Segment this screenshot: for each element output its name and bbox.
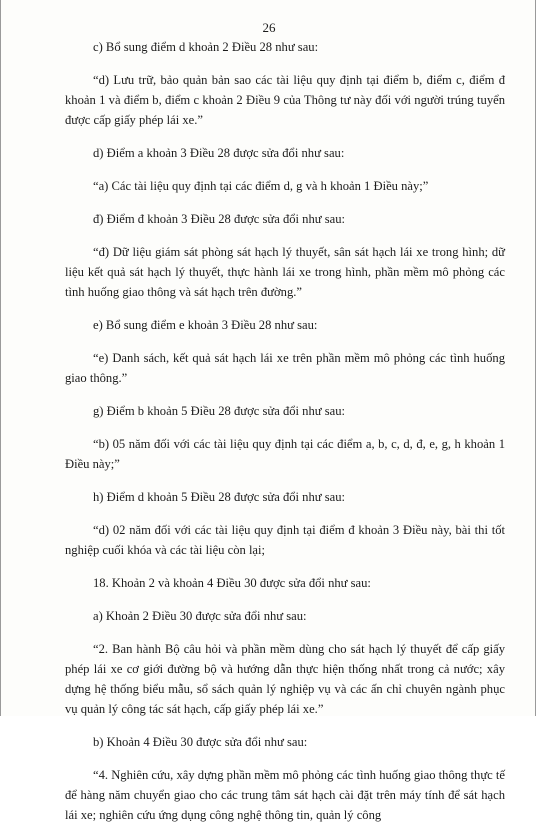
- paragraph-quote-2: “2. Ban hành Bộ câu hỏi và phần mềm dùng cho sát hạch lý thuyết để cấp giấy phép lái xe cơ giới đường bộ và hướng dẫn thực hiện thống nhất trong cả nước; xây dựng hệ thống biểu mẫu, sổ sách quản lý nghiệp vụ và các ấn chỉ chuyên ngành phục vụ quản lý công tác sát hạch, cấp giấy phép lái xe.”: [65, 642, 505, 716]
- paragraph-amendment-e: e) Bổ sung điểm e khoản 3 Điều 28 như sau:: [93, 318, 318, 332]
- paragraph-amendment-g: g) Điểm b khoản 5 Điều 28 được sửa đổi như sau:: [93, 404, 346, 418]
- paragraph-item-18: 18. Khoản 2 và khoản 4 Điều 30 được sửa đổi như sau:: [93, 576, 371, 590]
- paragraph-quote-dd: “đ) Dữ liệu giám sát phòng sát hạch lý thuyết, sân sát hạch lái xe trong hình; dữ liệu kết quả sát hạch lý thuyết, thực hành lái xe trong hình, phần mềm mô phỏng các tình huống giao thông và sát hạch trên đường.”: [65, 245, 505, 299]
- paragraph-quote-a: “a) Các tài liệu quy định tại các điểm d, g và h khoản 1 Điều này;”: [93, 179, 429, 193]
- paragraph-quote-4: “4. Nghiên cứu, xây dựng phần mềm mô phỏng các tình huống giao thông thực tế để hàng năm chuyển giao cho các trung tâm sát hạch cài đặt trên máy tính để sát hạch lái xe; nghiên cứu ứng dụng công nghệ thông tin, quản lý công: [65, 768, 505, 822]
- page-number: 26: [262, 20, 276, 35]
- paragraph-quote-d2: “d) 02 năm đối với các tài liệu quy định tại điểm đ khoản 3 Điều này, bài thi tốt nghiệp cuối khóa và các tài liệu còn lại;: [65, 523, 505, 557]
- paragraph-quote-b: “b) 05 năm đối với các tài liệu quy định tại các điểm a, b, c, d, đ, e, g, h khoản 1 Điều này;”: [65, 437, 505, 471]
- paragraph-quote-d: “d) Lưu trữ, bảo quản bản sao các tài liệu quy định tại điểm b, điểm c, điểm đ khoản 1 và điểm b, điểm c khoản 2 Điều 9 của Thông tư này đối với người trúng tuyển được cấp giấy phép lái xe.”: [65, 73, 505, 127]
- paragraph-amendment-c: c) Bổ sung điểm d khoản 2 Điều 28 như sau:: [93, 40, 319, 54]
- paragraph-amendment-dd: đ) Điểm đ khoản 3 Điều 28 được sửa đổi như sau:: [93, 212, 346, 226]
- paragraph-amendment-d: d) Điểm a khoản 3 Điều 28 được sửa đổi như sau:: [93, 146, 345, 160]
- document-body: [65, 35, 505, 838]
- paragraph-amendment-a30: a) Khoản 2 Điều 30 được sửa đổi như sau:: [93, 609, 307, 623]
- paragraph-amendment-h: h) Điểm d khoản 5 Điều 28 được sửa đổi như sau:: [93, 490, 346, 504]
- paragraph-amendment-b30: b) Khoản 4 Điều 30 được sửa đổi như sau:: [93, 735, 308, 749]
- paragraph-quote-e: “e) Danh sách, kết quả sát hạch lái xe trên phần mềm mô phỏng các tình huống giao thông.”: [65, 351, 505, 385]
